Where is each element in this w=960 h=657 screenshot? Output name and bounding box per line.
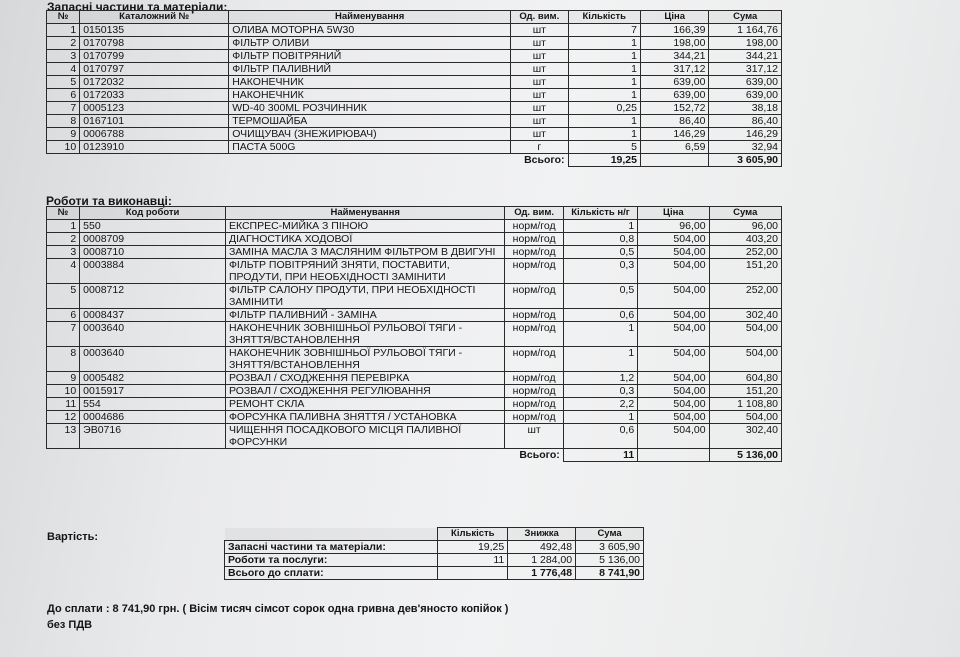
table-cell: 1 164,76: [709, 24, 782, 37]
table-cell: 0,6: [563, 424, 637, 449]
table-cell: 0008712: [80, 284, 226, 309]
table-cell: 10: [47, 385, 80, 398]
table-cell: 7: [47, 322, 80, 347]
table-cell: 6,59: [640, 141, 708, 154]
column-header: Найменування: [225, 207, 505, 220]
payment-amount-line: До сплати : 8 741,90 грн. ( Вісім тисяч сімсот сорок одна гривна дев'яносто копійок ): [47, 603, 509, 615]
column-header: Каталожний №: [80, 11, 229, 24]
table-row: [47, 284, 782, 309]
vat-note: без ПДВ: [47, 619, 93, 631]
table-cell: 0008710: [80, 246, 226, 259]
table-cell: 5: [47, 284, 80, 309]
table-cell: шт: [511, 76, 568, 89]
table-cell: НАКОНЕЧНИК ЗОВНІШНЬОЇ РУЛЬОВОЇ ТЯГИ - ЗНЯТТЯ/ВСТАНОВЛЕННЯ: [225, 322, 505, 347]
table-cell: 1: [568, 115, 640, 128]
table-cell: норм/год: [505, 220, 563, 233]
table-cell: 504,00: [638, 246, 709, 259]
table-cell: 1: [563, 347, 637, 372]
table-cell: 1 108,80: [709, 398, 781, 411]
table-cell: ФІЛЬТР САЛОНУ ПРОДУТИ, ПРИ НЕОБХІДНОСТІ ЗАМІНИТИ: [225, 284, 505, 309]
cost-total-cell: 1 776,48: [508, 567, 576, 580]
table-cell: 504,00: [638, 284, 709, 309]
cost-cell: Роботи та послуги:: [225, 554, 438, 567]
total-label: Всього:: [524, 154, 565, 166]
table-cell: 0,5: [563, 246, 637, 259]
table-cell: 504,00: [638, 259, 709, 284]
table-cell: ФІЛЬТР ОЛИВИ: [229, 37, 511, 50]
table-row: [47, 89, 782, 102]
table-cell: 0172033: [80, 89, 229, 102]
table-cell: 0170797: [80, 63, 229, 76]
table-cell: норм/год: [505, 411, 563, 424]
table-cell: 146,29: [640, 128, 708, 141]
table-cell: 504,00: [638, 347, 709, 372]
table-cell: ЕКСПРЕС-МИЙКА З ПІНОЮ: [225, 220, 505, 233]
table-row: [47, 102, 782, 115]
cost-row: [225, 541, 644, 554]
column-header: №: [47, 11, 80, 24]
table-cell: норм/год: [505, 398, 563, 411]
table-cell: 0170799: [80, 50, 229, 63]
column-header: №: [47, 207, 80, 220]
total-sum: 5 136,00: [709, 449, 781, 462]
table-row: [47, 411, 782, 424]
table-cell: 0015917: [80, 385, 226, 398]
table-cell: 504,00: [638, 411, 709, 424]
table-cell: 302,40: [709, 424, 781, 449]
table-cell: 2,2: [563, 398, 637, 411]
table-cell: РЕМОНТ СКЛА: [225, 398, 505, 411]
table-cell: шт: [511, 128, 568, 141]
table-cell: 504,00: [709, 347, 781, 372]
table-cell: ФІЛЬТР ПОВІТРЯНИЙ: [229, 50, 511, 63]
cost-cell: 3 605,90: [576, 541, 644, 554]
table-cell: норм/год: [505, 309, 563, 322]
table-cell: шт: [511, 37, 568, 50]
table-cell: 550: [80, 220, 226, 233]
table-cell: 0003640: [80, 322, 226, 347]
table-cell: 10: [47, 141, 80, 154]
table-cell: 1: [563, 220, 637, 233]
table-cell: 0005482: [80, 372, 226, 385]
column-header: Кількість н/г: [563, 207, 637, 220]
table-cell: шт: [511, 63, 568, 76]
table-row: [47, 259, 782, 284]
cost-cell: 492,48: [508, 541, 576, 554]
cost-total-row: [225, 567, 644, 580]
table-cell: норм/год: [505, 372, 563, 385]
table-cell: 4: [47, 63, 80, 76]
table-cell: 11: [47, 398, 80, 411]
table-cell: WD-40 300ML РОЗЧИННИК: [229, 102, 511, 115]
table-cell: норм/год: [505, 385, 563, 398]
table-cell: 7: [47, 102, 80, 115]
table-cell: 8: [47, 347, 80, 372]
table-cell: 1,2: [563, 372, 637, 385]
table-cell: ФІЛЬТР ПАЛИВНИЙ - ЗАМІНА: [225, 309, 505, 322]
table-cell: 604,80: [709, 372, 781, 385]
cost-total-cell: 8 741,90: [576, 567, 644, 580]
total-empty: [640, 154, 708, 167]
parts-section-title: Запасні частини та матеріали:: [47, 0, 228, 14]
table-cell: 252,00: [709, 246, 781, 259]
table-cell: 151,20: [709, 259, 781, 284]
table-cell: 9: [47, 128, 80, 141]
table-cell: ДІАГНОСТИКА ХОДОВОЇ: [225, 233, 505, 246]
table-cell: 302,40: [709, 309, 781, 322]
table-row: [47, 347, 782, 372]
cost-cell: Запасні частини та матеріали:: [225, 541, 438, 554]
table-cell: 0150135: [80, 24, 229, 37]
table-cell: норм/год: [505, 233, 563, 246]
table-cell: 7: [568, 24, 640, 37]
cost-cell: 19,25: [438, 541, 508, 554]
column-header: Сума: [709, 11, 782, 24]
table-cell: шт: [511, 50, 568, 63]
total-spacer: [47, 154, 511, 167]
table-cell: ЭВ0716: [80, 424, 226, 449]
cost-label: Вартість:: [47, 531, 99, 543]
table-cell: 1: [47, 24, 80, 37]
table-cell: ОЛИВА МОТОРНА 5W30: [229, 24, 511, 37]
table-cell: ЧИЩЕННЯ ПОСАДКОВОГО МІСЦЯ ПАЛИВНОЇ ФОРСУНКИ: [225, 424, 505, 449]
table-cell: 1: [568, 37, 640, 50]
column-header: Знижка: [508, 528, 576, 541]
table-cell: 166,39: [640, 24, 708, 37]
table-cell: 504,00: [638, 372, 709, 385]
column-header: [225, 528, 438, 541]
table-cell: 1: [47, 220, 80, 233]
total-sum: 3 605,90: [709, 154, 782, 167]
table-cell: РОЗВАЛ / СХОДЖЕННЯ РЕГУЛЮВАННЯ: [225, 385, 505, 398]
table-cell: ОЧИЩУВАЧ (ЗНЕЖИРЮВАЧ): [229, 128, 511, 141]
cost-cell: 1 284,00: [508, 554, 576, 567]
table-row: [47, 233, 782, 246]
table-cell: 344,21: [640, 50, 708, 63]
works-table-header: [47, 207, 782, 220]
table-cell: 96,00: [709, 220, 781, 233]
table-row: [47, 37, 782, 50]
table-cell: 554: [80, 398, 226, 411]
table-cell: 152,72: [640, 102, 708, 115]
works-section-title: Роботи та виконавці:: [46, 194, 172, 208]
table-cell: 317,12: [709, 63, 782, 76]
table-cell: 639,00: [709, 76, 782, 89]
column-header: Код роботи: [80, 207, 226, 220]
column-header: Ціна: [640, 11, 708, 24]
table-cell: 504,00: [638, 233, 709, 246]
table-cell: норм/год: [505, 246, 563, 259]
table-cell: 0123910: [80, 141, 229, 154]
table-cell: 252,00: [709, 284, 781, 309]
table-row: [47, 50, 782, 63]
table-cell: 639,00: [640, 89, 708, 102]
table-cell: 8: [47, 115, 80, 128]
table-cell: 38,18: [709, 102, 782, 115]
table-cell: ФІЛЬТР ПАЛИВНИЙ: [229, 63, 511, 76]
table-cell: 639,00: [640, 76, 708, 89]
table-cell: 5: [568, 141, 640, 154]
table-row: [47, 141, 782, 154]
total-empty: [638, 449, 709, 462]
table-row: [47, 63, 782, 76]
total-label: Всього:: [519, 449, 560, 461]
table-cell: норм/год: [505, 259, 563, 284]
table-cell: 1: [563, 411, 637, 424]
table-row: [47, 372, 782, 385]
table-cell: 1: [568, 89, 640, 102]
table-cell: 3: [47, 246, 80, 259]
table-cell: НАКОНЕЧНИК: [229, 76, 511, 89]
table-row: [47, 309, 782, 322]
table-cell: шт: [505, 424, 563, 449]
table-row: [47, 246, 782, 259]
table-cell: 0,3: [563, 259, 637, 284]
cost-header-row: [225, 528, 644, 541]
table-cell: 504,00: [709, 411, 781, 424]
table-cell: норм/год: [505, 322, 563, 347]
table-cell: 639,00: [709, 89, 782, 102]
table-cell: 198,00: [640, 37, 708, 50]
table-row: [47, 398, 782, 411]
table-cell: 0,6: [563, 309, 637, 322]
table-cell: 146,29: [709, 128, 782, 141]
table-cell: НАКОНЕЧНИК ЗОВНІШНЬОЇ РУЛЬОВОЇ ТЯГИ - ЗНЯТТЯ/ВСТАНОВЛЕННЯ: [225, 347, 505, 372]
table-cell: НАКОНЕЧНИК: [229, 89, 511, 102]
table-cell: 504,00: [638, 424, 709, 449]
table-cell: 4: [47, 259, 80, 284]
total-row: [47, 449, 782, 462]
cost-row: [225, 554, 644, 567]
table-cell: РОЗВАЛ / СХОДЖЕННЯ ПЕРЕВІРКА: [225, 372, 505, 385]
table-cell: 1: [568, 128, 640, 141]
table-cell: 151,20: [709, 385, 781, 398]
table-cell: 12: [47, 411, 80, 424]
table-cell: 2: [47, 233, 80, 246]
column-header: Сума: [576, 528, 644, 541]
table-cell: 317,12: [640, 63, 708, 76]
table-cell: 0005123: [80, 102, 229, 115]
column-header: Од. вим.: [511, 11, 568, 24]
table-cell: 6: [47, 309, 80, 322]
table-row: [47, 24, 782, 37]
table-cell: 504,00: [638, 398, 709, 411]
table-cell: 0172032: [80, 76, 229, 89]
table-row: [47, 322, 782, 347]
cost-cell: 5 136,00: [576, 554, 644, 567]
table-cell: 0,8: [563, 233, 637, 246]
table-row: [47, 385, 782, 398]
table-row: [47, 115, 782, 128]
table-cell: 1: [568, 50, 640, 63]
column-header: Кількість: [568, 11, 640, 24]
table-cell: 1: [568, 76, 640, 89]
table-row: [47, 128, 782, 141]
table-cell: 0170798: [80, 37, 229, 50]
table-cell: 198,00: [709, 37, 782, 50]
table-cell: 504,00: [638, 385, 709, 398]
table-cell: шт: [511, 89, 568, 102]
table-cell: шт: [511, 102, 568, 115]
table-cell: 0003884: [80, 259, 226, 284]
table-cell: 6: [47, 89, 80, 102]
table-cell: 1: [568, 63, 640, 76]
table-cell: 3: [47, 50, 80, 63]
cost-total-cell: [438, 567, 508, 580]
column-header: Найменування: [229, 11, 511, 24]
column-header: Ціна: [638, 207, 709, 220]
table-cell: 9: [47, 372, 80, 385]
table-cell: 504,00: [709, 322, 781, 347]
table-cell: 0008437: [80, 309, 226, 322]
column-header: Од. вим.: [505, 207, 563, 220]
table-cell: 13: [47, 424, 80, 449]
total-row: [47, 154, 782, 167]
table-cell: ПАСТА 500G: [229, 141, 511, 154]
column-header: Сума: [709, 207, 781, 220]
table-cell: 86,40: [709, 115, 782, 128]
table-cell: г: [511, 141, 568, 154]
table-cell: 0,25: [568, 102, 640, 115]
table-cell: 0008709: [80, 233, 226, 246]
total-spacer: [47, 449, 505, 462]
table-cell: 96,00: [638, 220, 709, 233]
table-cell: 0004686: [80, 411, 226, 424]
cost-summary-table: [224, 527, 644, 580]
table-cell: 32,94: [709, 141, 782, 154]
table-cell: 2: [47, 37, 80, 50]
table-cell: норм/год: [505, 284, 563, 309]
table-cell: 504,00: [638, 322, 709, 347]
table-cell: шт: [511, 24, 568, 37]
table-cell: ФІЛЬТР ПОВІТРЯНИЙ ЗНЯТИ, ПОСТАВИТИ, ПРОДУТИ, ПРИ НЕОБХІДНОСТІ ЗАМІНИТИ: [225, 259, 505, 284]
table-cell: шт: [511, 115, 568, 128]
table-cell: ЗАМІНА МАСЛА З МАСЛЯНИМ ФІЛЬТРОМ В ДВИГУНІ: [225, 246, 505, 259]
parts-table: [46, 10, 782, 167]
table-cell: 0,5: [563, 284, 637, 309]
table-cell: 0003640: [80, 347, 226, 372]
parts-table-header: [47, 11, 782, 24]
table-cell: 403,20: [709, 233, 781, 246]
table-cell: 86,40: [640, 115, 708, 128]
total-quantity: 11: [563, 449, 637, 462]
table-cell: 504,00: [638, 309, 709, 322]
table-row: [47, 424, 782, 449]
total-quantity: 19,25: [568, 154, 640, 167]
table-row: [47, 220, 782, 233]
works-table: [46, 206, 782, 462]
table-cell: ТЕРМОШАЙБА: [229, 115, 511, 128]
table-cell: норм/год: [505, 347, 563, 372]
table-cell: 0006788: [80, 128, 229, 141]
table-cell: ФОРСУНКА ПАЛИВНА ЗНЯТТЯ / УСТАНОВКА: [225, 411, 505, 424]
cost-cell: 11: [438, 554, 508, 567]
table-cell: 1: [563, 322, 637, 347]
table-row: [47, 76, 782, 89]
cost-total-cell: Всього до сплати:: [225, 567, 438, 580]
table-cell: 0167101: [80, 115, 229, 128]
table-cell: 344,21: [709, 50, 782, 63]
table-cell: 5: [47, 76, 80, 89]
table-cell: 0,3: [563, 385, 637, 398]
column-header: Кількість: [438, 528, 508, 541]
